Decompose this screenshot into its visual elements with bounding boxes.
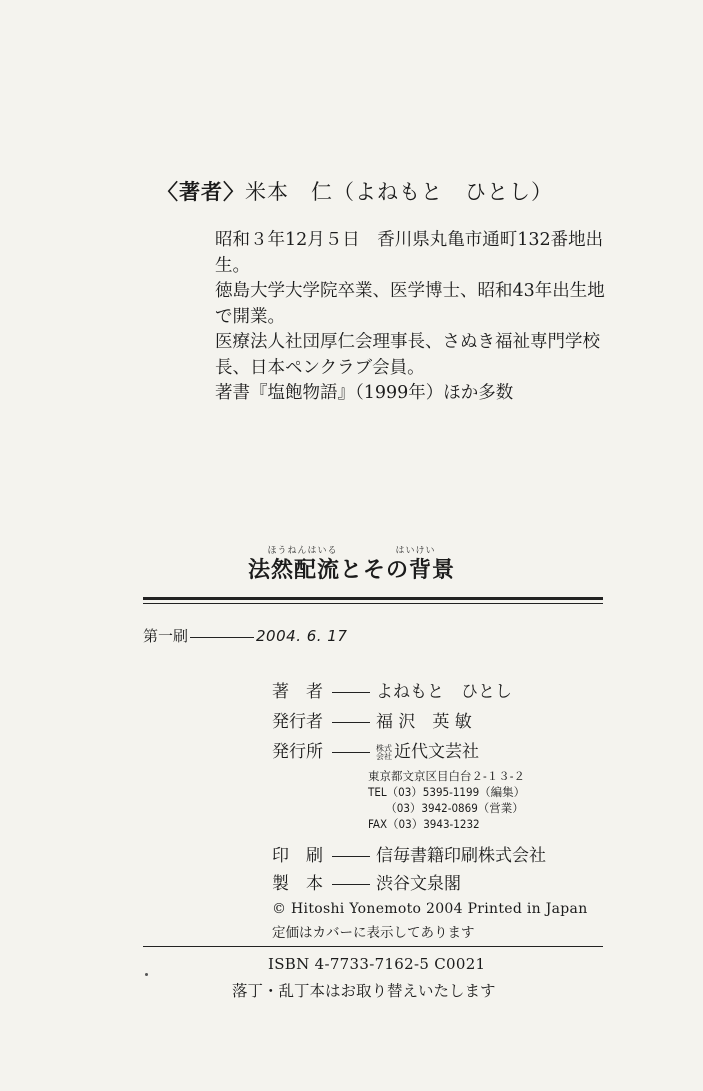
credit-dash — [332, 856, 370, 857]
bio-line: 昭和３年12月５日 香川県丸亀市通町132番地出 — [215, 230, 604, 250]
credit-value: よねもと ひとし — [376, 682, 512, 702]
credit-role: 著 者 — [272, 682, 323, 702]
publisher-kabushiki-mark: 株式会社 — [376, 743, 392, 761]
address-line: 東京都文京区目白台２-１３-２ — [368, 769, 525, 783]
title-ruby — [0, 545, 703, 557]
paper-speck — [145, 973, 148, 976]
address-line: FAX（03）3943-1232 — [368, 817, 480, 831]
edition-dash — [190, 637, 254, 638]
credit-role: 印 刷 — [272, 846, 323, 866]
credit-publisher — [272, 737, 479, 762]
publisher-address — [368, 768, 525, 832]
author-name: 米本 仁（よねもと ひとし） — [245, 180, 553, 204]
title-rule-thick — [143, 597, 603, 600]
credit-issuer — [272, 707, 472, 732]
author-label: 〈著者〉 — [157, 179, 245, 204]
address-line: （03）3942-0869（営業） — [368, 801, 524, 815]
book-title: 法然配流とその背景 — [247, 557, 455, 583]
credit-value: 近代文芸社 — [394, 742, 479, 762]
credit-dash — [332, 722, 370, 723]
bio-line: 徳島大学大学院卒業、医学博士、昭和43年出生地 — [215, 281, 605, 301]
credit-printer — [272, 841, 546, 866]
credit-binder — [272, 869, 461, 894]
author-bio — [215, 228, 605, 407]
edition-label: 第一刷 — [143, 627, 189, 645]
edition-line — [143, 625, 347, 646]
credit-value: 福 沢 英 敏 — [376, 712, 472, 732]
credit-value: 信毎書籍印刷株式会社 — [376, 846, 546, 866]
credit-value: 渋谷文泉閣 — [376, 874, 461, 894]
title-ruby-2: はいけい — [395, 546, 436, 556]
credit-role: 製 本 — [272, 874, 323, 894]
address-line: TEL（03）5395-1199（編集） — [368, 785, 526, 799]
credit-role: 発行者 — [272, 712, 323, 732]
copyright-line: © Hitoshi Yonemoto 2004 Printed in Japan — [272, 901, 588, 917]
title-ruby-1: ほうねんはいる — [267, 546, 338, 556]
credit-dash — [332, 884, 370, 885]
author-heading — [157, 176, 553, 206]
bio-line: 医療法人社団厚仁会理事長、さぬき福祉専門学校 — [215, 332, 600, 352]
credit-dash — [332, 692, 370, 693]
isbn-line: ISBN 4-7733-7162-5 C0021 — [268, 955, 486, 973]
title-rule-thin — [143, 603, 603, 604]
replacement-note: 落丁・乱丁本はお取り替えいたします — [232, 982, 496, 1000]
credit-author — [272, 677, 512, 702]
bio-line: 生。 — [215, 255, 250, 276]
bio-line: で開業。 — [215, 306, 285, 327]
credit-dash — [332, 752, 370, 753]
bio-line: 著書『塩飽物語』（1999年）ほか多数 — [215, 383, 514, 403]
book-title-block — [0, 545, 703, 583]
edition-date: 2004. 6. 17 — [256, 627, 348, 645]
credit-role: 発行所 — [272, 742, 323, 762]
price-note: 定価はカバーに表示してあります — [272, 925, 475, 941]
bottom-rule — [143, 946, 603, 947]
bio-line: 長、日本ペンクラブ会員。 — [215, 357, 425, 378]
